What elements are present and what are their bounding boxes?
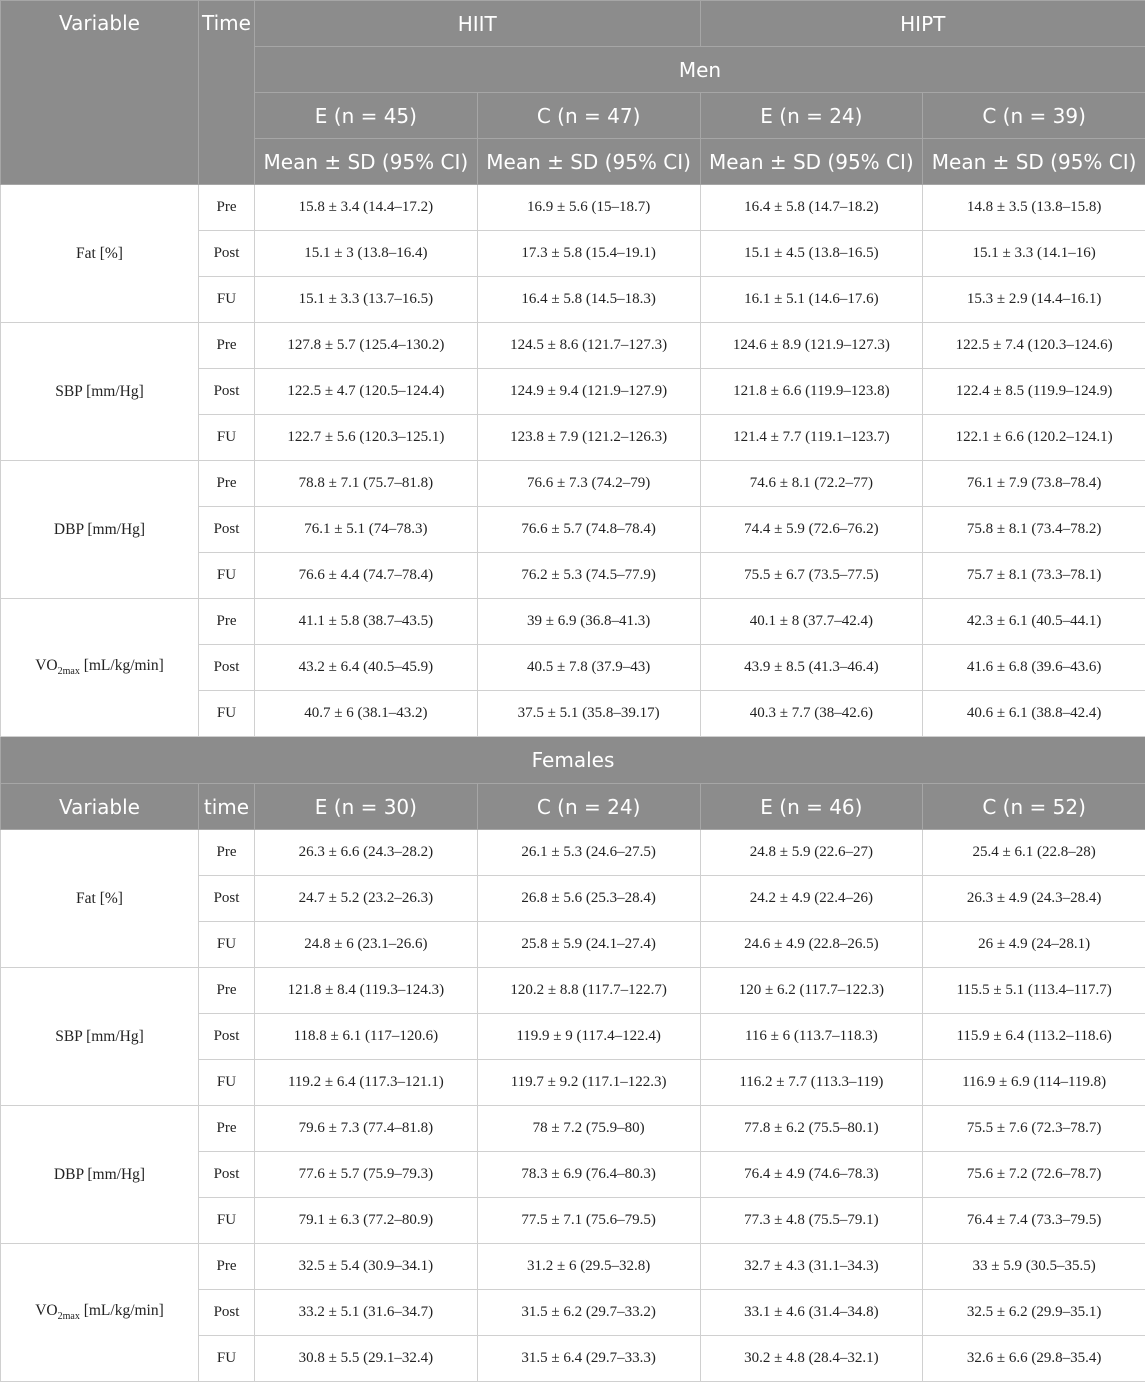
header-variable: Variable: [1, 1, 199, 185]
table-cell: 39 ± 6.9 (36.8–41.3): [477, 599, 700, 645]
table-cell: 116.2 ± 7.7 (113.3–119): [700, 1060, 923, 1106]
table-cell: 77.5 ± 7.1 (75.6–79.5): [477, 1198, 700, 1244]
variable-label: DBP [mm/Hg]: [1, 1106, 199, 1244]
table-cell: 124.6 ± 8.9 (121.9–127.3): [700, 323, 923, 369]
table-row: [1, 185, 1145, 231]
table-cell: 122.5 ± 4.7 (120.5–124.4): [255, 369, 478, 415]
variable-label: Fat [%]: [1, 185, 199, 323]
header-time: Time: [199, 1, 255, 185]
table-cell: 43.2 ± 6.4 (40.5–45.9): [255, 645, 478, 691]
header-men-col: C (n = 47): [477, 93, 700, 139]
table-row: [1, 830, 1145, 876]
time-label: Pre: [199, 968, 255, 1014]
header-men-col: E (n = 24): [700, 93, 923, 139]
table-cell: 26 ± 4.9 (24–28.1): [923, 922, 1145, 968]
time-label: Pre: [199, 185, 255, 231]
table-cell: 15.1 ± 4.5 (13.8–16.5): [700, 231, 923, 277]
header-females-col: C (n = 24): [477, 784, 700, 830]
table-cell: 78.8 ± 7.1 (75.7–81.8): [255, 461, 478, 507]
table-cell: 127.8 ± 5.7 (125.4–130.2): [255, 323, 478, 369]
table-cell: 24.8 ± 6 (23.1–26.6): [255, 922, 478, 968]
table-cell: 77.6 ± 5.7 (75.9–79.3): [255, 1152, 478, 1198]
header-females-col: E (n = 30): [255, 784, 478, 830]
table-cell: 25.8 ± 5.9 (24.1–27.4): [477, 922, 700, 968]
table-cell: 124.9 ± 9.4 (121.9–127.9): [477, 369, 700, 415]
table-cell: 119.9 ± 9 (117.4–122.4): [477, 1014, 700, 1060]
time-label: Post: [199, 507, 255, 553]
time-label: Pre: [199, 830, 255, 876]
time-label: Post: [199, 1290, 255, 1336]
table-cell: 16.9 ± 5.6 (15–18.7): [477, 185, 700, 231]
time-label: FU: [199, 553, 255, 599]
header-stat: Mean ± SD (95% CI): [255, 139, 478, 185]
table-cell: 79.6 ± 7.3 (77.4–81.8): [255, 1106, 478, 1152]
table-cell: 116 ± 6 (113.7–118.3): [700, 1014, 923, 1060]
time-label: FU: [199, 1060, 255, 1106]
table-cell: 40.1 ± 8 (37.7–42.4): [700, 599, 923, 645]
table-cell: 75.6 ± 7.2 (72.6–78.7): [923, 1152, 1145, 1198]
time-label: Post: [199, 369, 255, 415]
table-cell: 24.7 ± 5.2 (23.2–26.3): [255, 876, 478, 922]
table-cell: 120 ± 6.2 (117.7–122.3): [700, 968, 923, 1014]
table-cell: 31.5 ± 6.2 (29.7–33.2): [477, 1290, 700, 1336]
time-label: FU: [199, 922, 255, 968]
table-cell: 119.7 ± 9.2 (117.1–122.3): [477, 1060, 700, 1106]
table-cell: 33.1 ± 4.6 (31.4–34.8): [700, 1290, 923, 1336]
table-cell: 41.1 ± 5.8 (38.7–43.5): [255, 599, 478, 645]
header-men-col: C (n = 39): [923, 93, 1145, 139]
time-label: Pre: [199, 599, 255, 645]
table-cell: 32.6 ± 6.6 (29.8–35.4): [923, 1336, 1145, 1382]
variable-label: SBP [mm/Hg]: [1, 323, 199, 461]
table-cell: 74.4 ± 5.9 (72.6–76.2): [700, 507, 923, 553]
variable-label: $VO_{2max}$ [mL/kg/min]: [1, 1244, 199, 1382]
table-cell: 123.8 ± 7.9 (121.2–126.3): [477, 415, 700, 461]
table-cell: 75.5 ± 7.6 (72.3–78.7): [923, 1106, 1145, 1152]
table-cell: 26.8 ± 5.6 (25.3–28.4): [477, 876, 700, 922]
header-variable: Variable: [1, 784, 199, 830]
time-label: Pre: [199, 461, 255, 507]
time-label: Pre: [199, 1244, 255, 1290]
men-table-body: [1, 185, 1145, 737]
table-cell: 17.3 ± 5.8 (15.4–19.1): [477, 231, 700, 277]
table-cell: 33 ± 5.9 (30.5–35.5): [923, 1244, 1145, 1290]
table-cell: 24.2 ± 4.9 (22.4–26): [700, 876, 923, 922]
table-cell: 76.6 ± 5.7 (74.8–78.4): [477, 507, 700, 553]
table-cell: 120.2 ± 8.8 (117.7–122.7): [477, 968, 700, 1014]
table-cell: 30.8 ± 5.5 (29.1–32.4): [255, 1336, 478, 1382]
table-cell: 26.3 ± 6.6 (24.3–28.2): [255, 830, 478, 876]
table-cell: 76.1 ± 7.9 (73.8–78.4): [923, 461, 1145, 507]
table-cell: 32.5 ± 5.4 (30.9–34.1): [255, 1244, 478, 1290]
table-cell: 121.4 ± 7.7 (119.1–123.7): [700, 415, 923, 461]
time-label: Pre: [199, 1106, 255, 1152]
header-hipt: HIPT: [700, 1, 1145, 47]
time-label: FU: [199, 415, 255, 461]
table-row: [1, 461, 1145, 507]
table-cell: 76.1 ± 5.1 (74–78.3): [255, 507, 478, 553]
table-cell: 115.9 ± 6.4 (113.2–118.6): [923, 1014, 1145, 1060]
table-cell: 40.3 ± 7.7 (38–42.6): [700, 691, 923, 737]
table-cell: 33.2 ± 5.1 (31.6–34.7): [255, 1290, 478, 1336]
table-cell: 37.5 ± 5.1 (35.8–39.17): [477, 691, 700, 737]
table-cell: 24.6 ± 4.9 (22.8–26.5): [700, 922, 923, 968]
table-cell: 76.4 ± 7.4 (73.3–79.5): [923, 1198, 1145, 1244]
table-cell: 119.2 ± 6.4 (117.3–121.1): [255, 1060, 478, 1106]
table-cell: 43.9 ± 8.5 (41.3–46.4): [700, 645, 923, 691]
time-label: Post: [199, 231, 255, 277]
table-cell: 121.8 ± 8.4 (119.3–124.3): [255, 968, 478, 1014]
variable-label: DBP [mm/Hg]: [1, 461, 199, 599]
header-men: Men: [255, 47, 1145, 93]
time-label: FU: [199, 691, 255, 737]
table-cell: 40.7 ± 6 (38.1–43.2): [255, 691, 478, 737]
table-cell: 79.1 ± 6.3 (77.2–80.9): [255, 1198, 478, 1244]
females-section-header: Females: [1, 737, 1145, 784]
table-cell: 74.6 ± 8.1 (72.2–77): [700, 461, 923, 507]
table-cell: 16.1 ± 5.1 (14.6–17.6): [700, 277, 923, 323]
females-table-body: [1, 830, 1145, 1382]
table-cell: 118.8 ± 6.1 (117–120.6): [255, 1014, 478, 1060]
table-cell: 40.5 ± 7.8 (37.9–43): [477, 645, 700, 691]
time-label: FU: [199, 277, 255, 323]
table-cell: 26.1 ± 5.3 (24.6–27.5): [477, 830, 700, 876]
table-cell: 42.3 ± 6.1 (40.5–44.1): [923, 599, 1145, 645]
time-label: FU: [199, 1336, 255, 1382]
table-row: [1, 323, 1145, 369]
header-men-col: E (n = 45): [255, 93, 478, 139]
table-cell: 116.9 ± 6.9 (114–119.8): [923, 1060, 1145, 1106]
table-cell: 32.7 ± 4.3 (31.1–34.3): [700, 1244, 923, 1290]
table-cell: 122.7 ± 5.6 (120.3–125.1): [255, 415, 478, 461]
table-cell: 40.6 ± 6.1 (38.8–42.4): [923, 691, 1145, 737]
table-cell: 30.2 ± 4.8 (28.4–32.1): [700, 1336, 923, 1382]
table-cell: 122.1 ± 6.6 (120.2–124.1): [923, 415, 1145, 461]
table-cell: 25.4 ± 6.1 (22.8–28): [923, 830, 1145, 876]
table-row: [1, 968, 1145, 1014]
table-cell: 31.2 ± 6 (29.5–32.8): [477, 1244, 700, 1290]
header-females-col: C (n = 52): [923, 784, 1145, 830]
table-cell: 75.7 ± 8.1 (73.3–78.1): [923, 553, 1145, 599]
time-label: FU: [199, 1198, 255, 1244]
table-cell: 122.4 ± 8.5 (119.9–124.9): [923, 369, 1145, 415]
table-cell: 76.6 ± 4.4 (74.7–78.4): [255, 553, 478, 599]
table-cell: 121.8 ± 6.6 (119.9–123.8): [700, 369, 923, 415]
time-label: Post: [199, 876, 255, 922]
table-cell: 75.5 ± 6.7 (73.5–77.5): [700, 553, 923, 599]
table-cell: 78 ± 7.2 (75.9–80): [477, 1106, 700, 1152]
table-cell: 15.1 ± 3.3 (14.1–16): [923, 231, 1145, 277]
time-label: Post: [199, 1152, 255, 1198]
table-cell: 15.1 ± 3.3 (13.7–16.5): [255, 277, 478, 323]
variable-label: $VO_{2max}$ [mL/kg/min]: [1, 599, 199, 737]
table-cell: 16.4 ± 5.8 (14.7–18.2): [700, 185, 923, 231]
table-cell: 115.5 ± 5.1 (113.4–117.7): [923, 968, 1145, 1014]
header-hiit: HIIT: [255, 1, 701, 47]
table-cell: 16.4 ± 5.8 (14.5–18.3): [477, 277, 700, 323]
variable-label: SBP [mm/Hg]: [1, 968, 199, 1106]
table-cell: 26.3 ± 4.9 (24.3–28.4): [923, 876, 1145, 922]
table-cell: 76.2 ± 5.3 (74.5–77.9): [477, 553, 700, 599]
time-label: Post: [199, 1014, 255, 1060]
header-time: time: [199, 784, 255, 830]
header-stat: Mean ± SD (95% CI): [923, 139, 1145, 185]
header-females-col: E (n = 46): [700, 784, 923, 830]
table-cell: 24.8 ± 5.9 (22.6–27): [700, 830, 923, 876]
table-cell: 15.8 ± 3.4 (14.4–17.2): [255, 185, 478, 231]
table-row: [1, 1244, 1145, 1290]
time-label: Post: [199, 645, 255, 691]
table-cell: 76.4 ± 4.9 (74.6–78.3): [700, 1152, 923, 1198]
table-cell: 78.3 ± 6.9 (76.4–80.3): [477, 1152, 700, 1198]
table-cell: 122.5 ± 7.4 (120.3–124.6): [923, 323, 1145, 369]
table-cell: 124.5 ± 8.6 (121.7–127.3): [477, 323, 700, 369]
table-cell: 76.6 ± 7.3 (74.2–79): [477, 461, 700, 507]
table-cell: 14.8 ± 3.5 (13.8–15.8): [923, 185, 1145, 231]
table-cell: 77.3 ± 4.8 (75.5–79.1): [700, 1198, 923, 1244]
table-row: [1, 1106, 1145, 1152]
table-row: [1, 599, 1145, 645]
table-cell: 15.1 ± 3 (13.8–16.4): [255, 231, 478, 277]
table-cell: 31.5 ± 6.4 (29.7–33.3): [477, 1336, 700, 1382]
table-cell: 15.3 ± 2.9 (14.4–16.1): [923, 277, 1145, 323]
variable-label: Fat [%]: [1, 830, 199, 968]
table-cell: 32.5 ± 6.2 (29.9–35.1): [923, 1290, 1145, 1336]
header-stat: Mean ± SD (95% CI): [477, 139, 700, 185]
table-cell: 77.8 ± 6.2 (75.5–80.1): [700, 1106, 923, 1152]
header-stat: Mean ± SD (95% CI): [700, 139, 923, 185]
table-cell: 41.6 ± 6.8 (39.6–43.6): [923, 645, 1145, 691]
time-label: Pre: [199, 323, 255, 369]
table-cell: 75.8 ± 8.1 (73.4–78.2): [923, 507, 1145, 553]
